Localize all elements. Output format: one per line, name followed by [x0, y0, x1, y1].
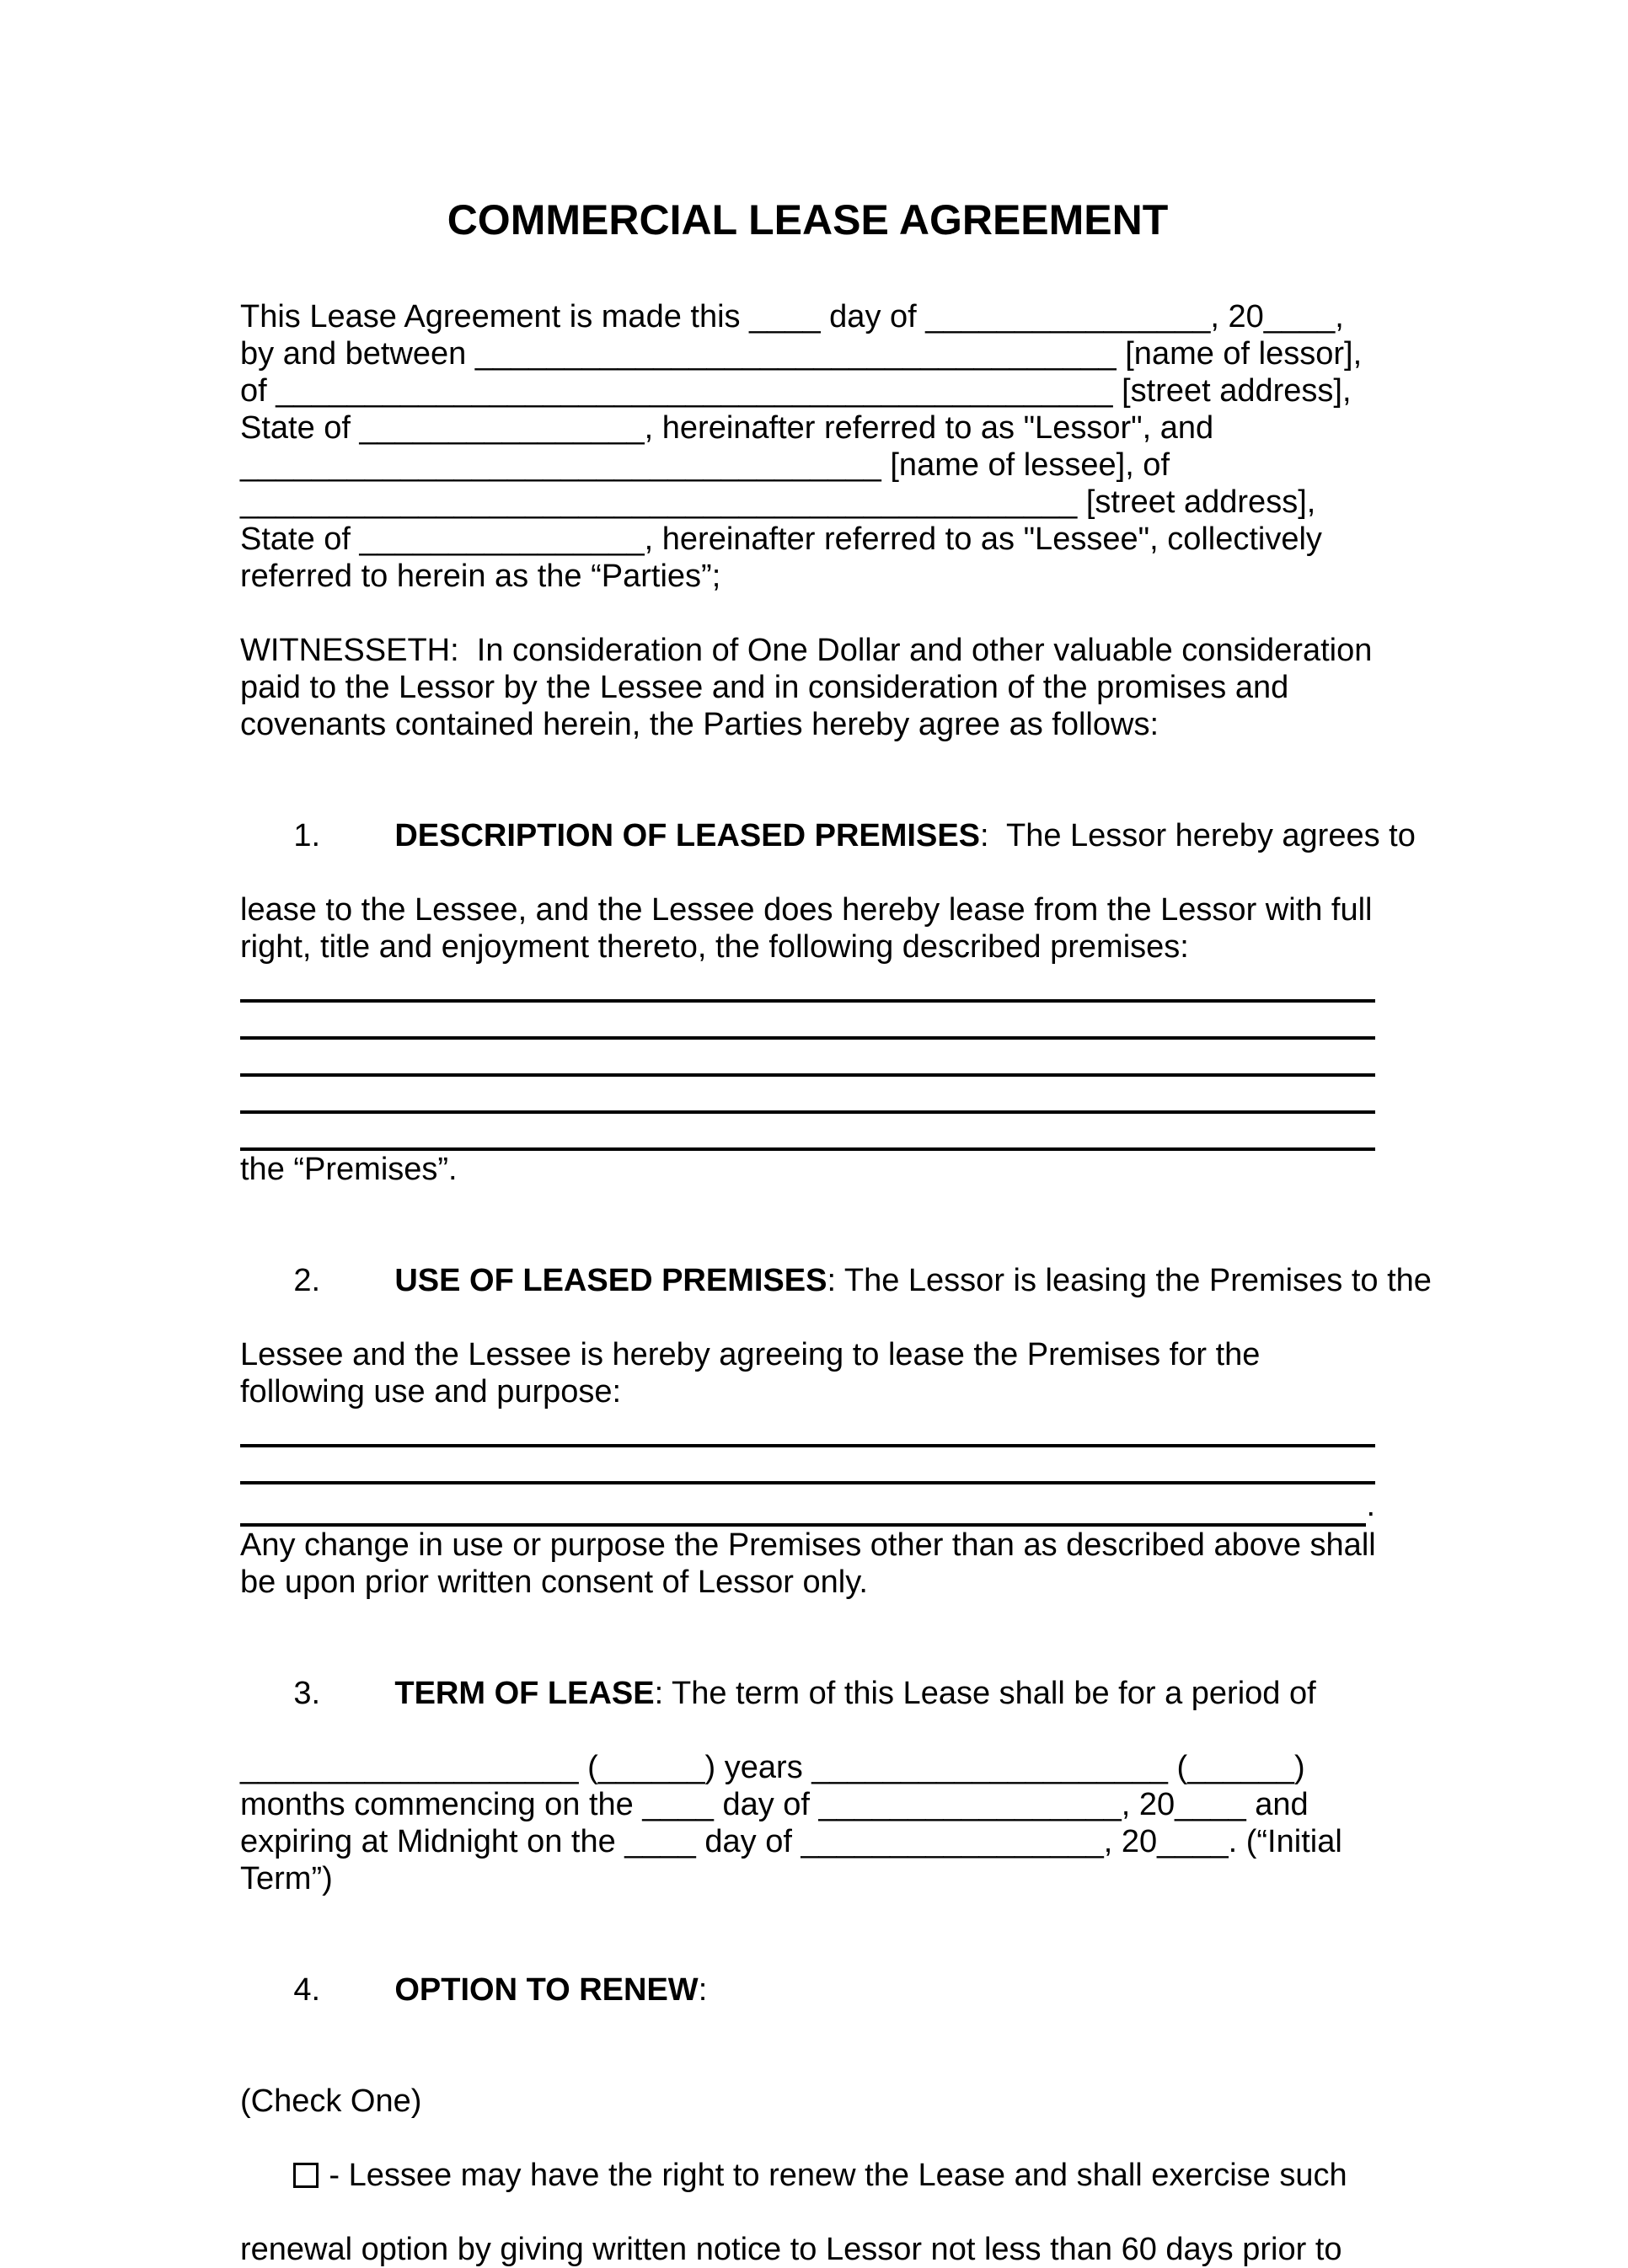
section-3-line-5: Term”) — [240, 1861, 333, 1896]
section-4-lead-text: : — [698, 1972, 708, 2008]
section-3-line-2: ___________________ (______) years ____________________ (______) — [240, 1750, 1305, 1785]
section-3-heading-line — [240, 1638, 1375, 1749]
section-3-term-of-lease — [240, 1638, 1375, 1897]
section-2-heading: USE OF LEASED PREMISES — [394, 1263, 827, 1298]
section-2-use-of-leased-premises — [240, 1225, 1432, 1601]
renew-option-1-line-2: renewal option by giving written notice to Lessor not less than 60 days prior to — [240, 2232, 1342, 2267]
intro-paragraph — [240, 298, 1375, 595]
section-2-after-line-1: Any change in use or purpose the Premises other than as described above shall — [240, 1527, 1376, 1563]
witnesseth-line-1: WITNESSETH: In consideration of One Dollar and other valuable consideration — [240, 633, 1373, 668]
section-1-lead-text: : The Lessor hereby agrees to — [980, 818, 1416, 853]
section-4-heading: OPTION TO RENEW — [394, 1972, 699, 2008]
section-1-line-3: right, title and enjoyment thereto, the following described premises: — [240, 929, 1189, 965]
intro-line-5: ____________________________________ [name of lessee], of — [240, 447, 1170, 483]
section-1-number: 1. — [293, 818, 321, 853]
section-1-line-2: lease to the Lessee, and the Lessee does hereby lease from the Lessor with full — [240, 892, 1373, 928]
premises-blank-line-1 — [240, 966, 1375, 1003]
use-blank-line-3-row — [240, 1484, 1375, 1527]
section-1-heading: DESCRIPTION OF LEASED PREMISES — [394, 818, 981, 853]
renew-option-1-text: - Lessee may have the right to renew the Lease and shall exercise such — [329, 2158, 1347, 2193]
renew-option-1-line-1 — [240, 2120, 1375, 2231]
section-2-line-2: Lessee and the Lessee is hereby agreeing to lease the Premises for the — [240, 1337, 1261, 1372]
premises-blank-line-3 — [240, 1040, 1375, 1077]
section-1-heading-line — [240, 780, 1416, 891]
section-3-line-3: months commencing on the ____ day of _________________, 20____ and — [240, 1787, 1309, 1822]
intro-line-6: _______________________________________________ [street address], — [240, 484, 1316, 520]
section-1-tail: the “Premises”. — [240, 1152, 458, 1187]
use-blank-line-3 — [240, 1490, 1366, 1527]
section-2-lead-text: : The Lessor is leasing the Premises to the — [827, 1263, 1432, 1298]
section-2-line-3: following use and purpose: — [240, 1374, 622, 1409]
check-one-label: (Check One) — [240, 2083, 422, 2119]
section-2-heading-line — [240, 1225, 1432, 1336]
intro-line-8: referred to herein as the “Parties”; — [240, 559, 721, 594]
witnesseth-paragraph — [240, 632, 1375, 743]
renew-check-one-block — [240, 2083, 1375, 2268]
document-title: COMMERCIAL LEASE AGREEMENT — [447, 196, 1169, 243]
section-4-heading-line — [240, 1934, 1375, 2046]
section-1-description-of-leased-premises — [240, 780, 1416, 1188]
section-4-option-to-renew — [240, 1934, 1375, 2046]
premises-blank-line-2 — [240, 1003, 1375, 1040]
premises-blank-line-5 — [240, 1114, 1375, 1151]
section-3-number: 3. — [293, 1676, 321, 1711]
section-3-heading: TERM OF LEASE — [394, 1676, 655, 1711]
section-3-line-4: expiring at Midnight on the ____ day of _________________, 20____. (“Initial — [240, 1824, 1342, 1859]
intro-line-3: of _______________________________________________ [street address], — [240, 373, 1352, 409]
intro-line-1: This Lease Agreement is made this ____ day of ________________, 20____, — [240, 299, 1344, 334]
witnesseth-line-2: paid to the Lessor by the Lessee and in consideration of the promises and — [240, 670, 1289, 705]
intro-line-7: State of ________________, hereinafter referred to as "Lessee", collectively — [240, 522, 1322, 557]
section-4-number: 4. — [293, 1972, 321, 2008]
section-2-after-line-2: be upon prior written consent of Lessor only. — [240, 1565, 868, 1600]
use-blank-line-3-period: . — [1366, 1488, 1375, 1523]
intro-line-2: by and between ____________________________________ [name of lessor], — [240, 336, 1363, 372]
renew-option-checkbox[interactable] — [293, 2163, 319, 2188]
intro-line-4: State of ________________, hereinafter referred to as "Lessor", and — [240, 410, 1214, 446]
use-blank-line-2 — [240, 1447, 1375, 1484]
premises-blank-line-4 — [240, 1077, 1375, 1114]
section-3-lead-text: : The term of this Lease shall be for a period of — [654, 1676, 1316, 1711]
use-blank-line-1 — [240, 1410, 1375, 1447]
section-2-number: 2. — [293, 1263, 321, 1298]
witnesseth-line-3: covenants contained herein, the Parties hereby agree as follows: — [240, 707, 1159, 742]
